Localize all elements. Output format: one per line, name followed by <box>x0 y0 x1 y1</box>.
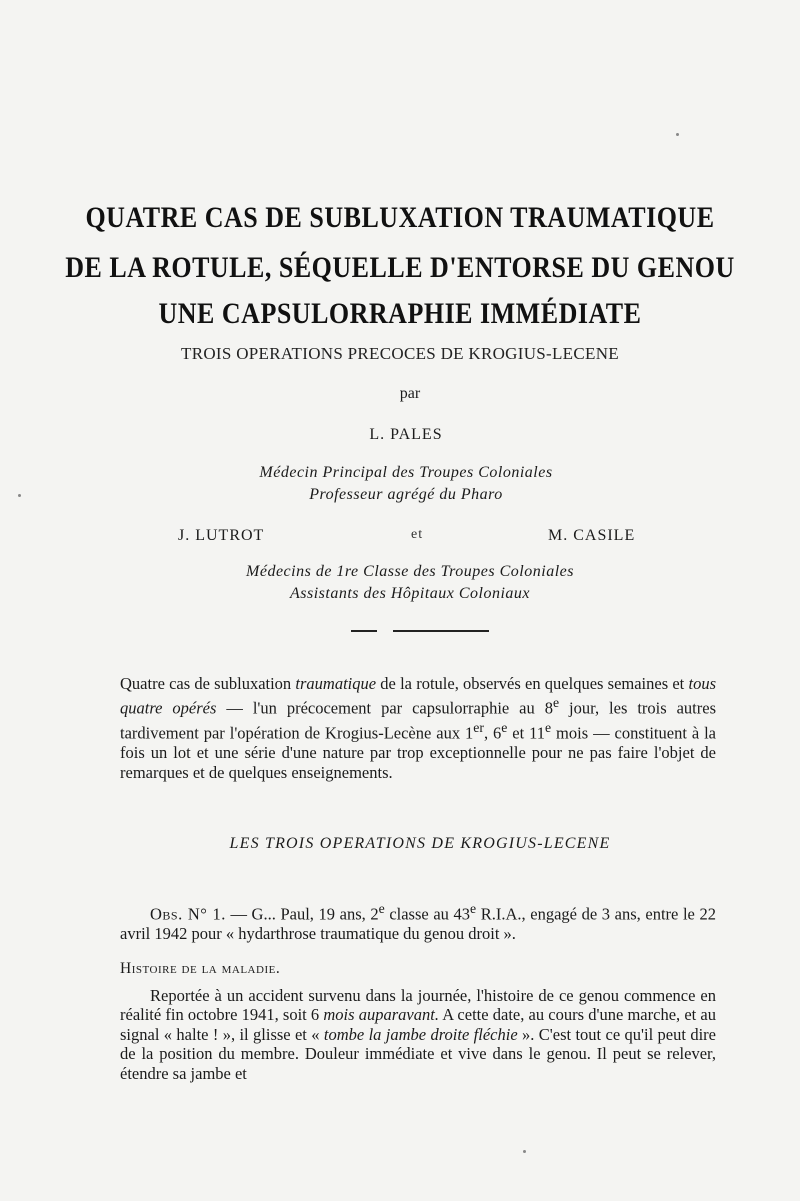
coauthor-conjunction: et <box>411 527 424 542</box>
paper-speck <box>18 494 21 497</box>
author-affiliation-line-2: Professeur agrégé du Pharo <box>309 486 503 503</box>
coauthor-second: M. CASILE <box>548 527 636 544</box>
separator-rule-short <box>351 630 377 632</box>
observation-label: Obs. N° 1. <box>150 904 226 924</box>
title-line-3: UNE CAPSULORRAPHIE IMMÉDIATE <box>158 297 642 330</box>
history-heading: Histoire de la maladie. <box>120 960 281 977</box>
coauthors-affiliation-line-2: Assistants des Hôpitaux Coloniaux <box>289 585 531 602</box>
subtitle: TROIS OPERATIONS PRECOCES DE KROGIUS-LECENE <box>181 344 619 363</box>
byline: par <box>399 385 421 402</box>
paper-speck <box>676 133 679 136</box>
title-line-2: DE LA ROTULE, SÉQUELLE D'ENTORSE DU GENOU <box>65 251 735 284</box>
author-name: L. PALES <box>369 426 443 443</box>
author-affiliation-line-1: Médecin Principal des Troupes Coloniales <box>259 464 553 481</box>
history-paragraph: Reportée à un accident survenu dans la journée, l'histoire de ce genou commence en réalité fin octobre 1941, soit 6 mois auparavant. A cette date, au cours d'une marche, et au signal « halte ! », il glisse et « tombe la jambe droite fléchie ». C'est tout ce qu'il peut dire de la position du membre. Douleur immédiate et vive dans le genou. Il peut se relever, étendre sa jambe et <box>120 986 717 1083</box>
coauthors-affiliation-line-1: Médecins de 1re Classe des Troupes Coloniales <box>246 563 574 580</box>
coauthor-first: J. LUTROT <box>178 527 265 544</box>
separator-rule-long <box>393 630 489 632</box>
intro-paragraph: Quatre cas de subluxation traumatique de la rotule, observés en quelques semaines et tous quatre opérés — l'un précocement par capsulorraphie au 8e jour, les trois autres tardivement par l'opération de Krogius-Lecène aux 1er, 6e et 11e mois — constituent à la fois un lot et une série d'une nature par trop exceptionnelle pour ne pas faire l'objet de remarques et de quelques enseignements. <box>120 674 716 782</box>
title-line-1: QUATRE CAS DE SUBLUXATION TRAUMATIQUE <box>85 201 715 234</box>
section-heading: LES TROIS OPERATIONS DE KROGIUS-LECENE <box>229 835 611 852</box>
paper-speck <box>523 1150 526 1153</box>
observation-paragraph: Obs. N° 1. — G... Paul, 19 ans, 2e classe au 43e R.I.A., engagé de 3 ans, entre le 22 avril 1942 pour « hydarthrose traumatique du genou droit ». <box>120 901 716 943</box>
